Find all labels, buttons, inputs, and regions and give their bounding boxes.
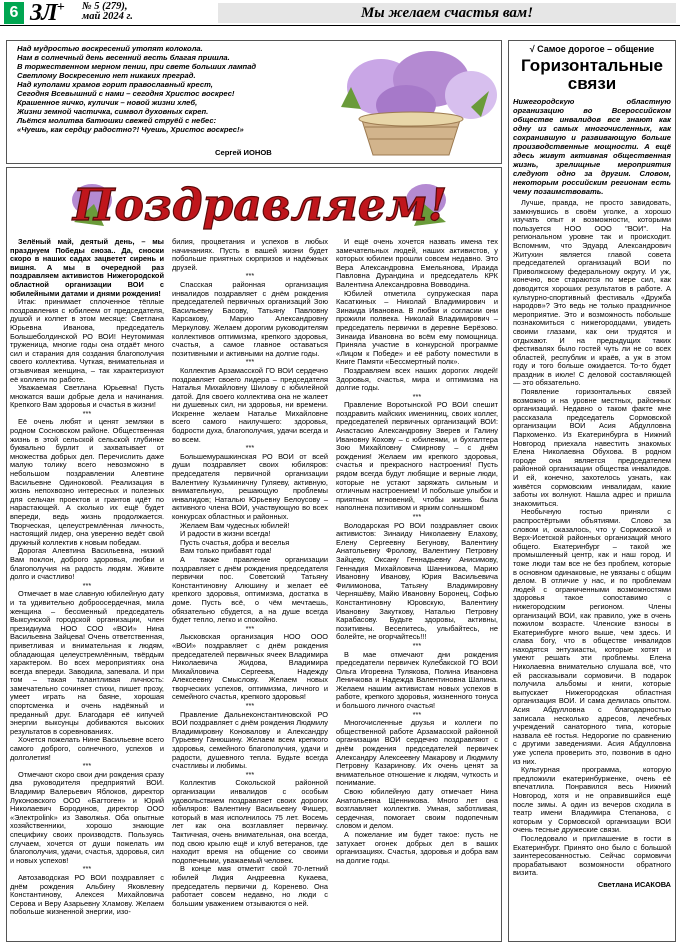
col1-para: Отмечает в мае славную юбилейную дату и та удивительно доброосердечная, мила женщина – бессменный председатель Выксунской городской организации, член президиума НОО СОО «ВОИ» Нина Васильевна Зайцева! Очень ответственная, приветливая и внимательная к людям, обладающая целеустремлённым, твёрдым характером. Во всех мероприятиях она всегда впереди. Заводила, запевала. И при том – такая талантливая личность: замечательно сочиняет стихи, пишет прозу, умеет играть на баяне, хорошая спортсменка и очень надёжный и преданный друг. Благодаря её кипучей энергии выксунцы добиваются высоких результатов в соревнованиях. xyxy=(10,589,164,736)
col2-para: Лысковская организация НОО ООО «ВОИ» поздравляет с днём рождения председателей первичных ячеек Владимира Николаевича Жидова, Владимира Михайловича Сергеева, Надежду Алексеевну Смыслову. Желаем новых творческих успехов, оптимизма, личного и семейного счастья, крепкого здоровья! xyxy=(172,632,328,702)
col2-para: И радости в жизни всегда! xyxy=(180,529,271,539)
poem-lines-para: Светлому Воскресению нет никаких преград. xyxy=(17,71,196,80)
poem-lines-para: Над куполами храмов горит православный крест, xyxy=(17,80,213,89)
side-paras-para: Лучше, правда, не просто завидовать, замкнувшись в своём уголке, а хорошо изучать опыт и возможности, которыми пользуется НОО ООО "ВОИ". На региональном уровне так и происходит. Вспомним, что Эдуард Александрович Житухин является главой совета председателей организаций ВОИ по Приволжскому федеральному округу. И уж, конечно, все стараются по мере сил, как доводится хороших результатов в работе. А культурно-спортивный фестиваль «Дружба народов»? Это ведь не только праздничное мероприятие. Это и возможность побольше познакомиться с нижегородцами, увидеть своими глазами, как они трудятся и отдыхают. И на предыдущих таких фестивалях было гостей чуть ли не со всех областей, республик и краёв, а уж в этом году и того больше ожидается. То-то будет праздник в июле! С деловой составляющей — это обязательно. xyxy=(513,198,671,388)
col2-para: Коллектив Сокольской районной организации инвалидов с особым удовольствием поздравляет своих дорогих юбиляров: Валентину Васильевну Фишер, который в мая исполнилось 75 лет. Восемь лет как она возглавляет первичку. Тактичная, очень внимательная, она всегда, под свою крылю ещё и клуб ветеранов, где находит время на общение со своими подопечными, уважаемый человек. xyxy=(172,778,328,865)
col2-para: *** xyxy=(245,769,255,779)
side-paras-para: Последовало и приглашение в гости в Екатеринбург. Принято оно было с большой заинтересованностью. Сейчас сормовичи прорабатывают возможности обратного визита. xyxy=(513,833,671,878)
col2-para: Пусть счастья, добра и веселья xyxy=(180,537,290,547)
col2-para: Желаем Вам чудесных юбилей! xyxy=(180,520,290,530)
col1-para: Итак: принимает сплоченное тёплые поздравления с юбилеем от председателя, душой и колпет в этом месяце: Светлана Юрьевна Иванова, председатель Большеболдинской РО ВОИ! Неутомимая труженица, многие годы она отдаёт много сил и старания для создания благополучия своего коллектива. Чуткая, внимательная и отзывчивая женщина, – так характеризуют её коллеги по работе. xyxy=(10,297,164,384)
col2-para: Большемурашкинская РО ВОИ от всей души поздравляет своих юбиляров: председателя первичной организации Валентину Кузьминичну Гуляеву, активную, внимательную, решающую проблемы инвалидов; Наталью Юрьевну Белоусову – активного члена ВОИ, участвующую во всех конкурсах областных и районных. xyxy=(172,451,328,521)
col1-para: Уважаемая Светлана Юрьевна! Пусть множатся ваши добрые дела и начинания. Крепкого Вам здоровья и счастья в жизни! xyxy=(10,383,164,410)
poem-lines-para: Нам в солнечный день весенний весть благая пришла. xyxy=(17,53,230,62)
col2-para: Коллектив Арзамасской ГО ВОИ сердечно поздравляет своего лидера – председателя Наталья Михайловну Шилову с юбилейной датой. Для своего коллектива она не жалеет ни душевных сил, ни здоровья, ни времени. Искренне желаем Наталье Михайловне всего самого наилучшего: здоровья, бодрости духа, благополучия, удачи всегда и во всем. xyxy=(172,365,328,444)
col2-para: А также правление организации поздравляет с днём рождения председателя первички пос. Советский Татьяну Константиновну Алюшину и желает её крепкого здоровья, оптимизма, достатка в доме. Пусть всё, о чём мечтаешь, обязательно сбудется, а на душе всегда будет тепло, легко и спокойно. xyxy=(172,554,328,625)
col2-para: *** xyxy=(245,357,255,367)
sidebar-headline: Горизонтальные связи xyxy=(521,56,663,93)
poem-lines-para: Сегодня Всевышний с нами – сегодня Христос воскрес! xyxy=(17,89,235,98)
col1-para: Дорогая Алевтина Васильевна, низкий Вам поклон, доброго здоровья, любви и благополучия на радость людям. Живите долго и счастливо! xyxy=(10,546,164,582)
page-number: 6 xyxy=(4,2,24,24)
column-2 xyxy=(172,238,328,938)
col3-para: В мае отмечают дни рождения председатели первичек Кулебакской ГО ВОИ Ольга Игоревна Тулякова, Полина Ивановна Леничкова и Надежда Валентиновна Шалина. Желаем нашим активистам новых успехов в работе, крепкого здоровья, жизненного тонуса и большого личного счастья! xyxy=(336,649,498,711)
page-header xyxy=(0,0,680,26)
col1-para: Её очень любят и ценят земляки в родном Сосновском районе. Общественная жизнь в этой сельской сельской глубинке буквально бурлит и захватывает от множества добрых дел. Перечислить даже малую толику всего невозможно в небольшом поздравлении Алевтине Васильевне Одиноковой. Реализация в жизнь непохвозно интересных и полезных для сельчан проектов и грантов идёт по нарастающей. А сколько их ещё будет впереди, ведь жизнь продолжается. Творческая, целеустремлённая личность, настоящий лидер, она уверенно ведёт свой дружный коллектив к новым победам. xyxy=(10,417,164,547)
col1-para: *** xyxy=(82,864,92,874)
banner-title: Поздравляем! xyxy=(72,180,448,231)
newspaper-logo: ЗЛ+ xyxy=(30,0,64,26)
col1-para: Отмечают скоро свои дни рождения сразу два руководителя предприятий ВОИ. Владимир Валерьевич Яблоков, директор Луконовского ООО «Багтоген» и Юрий Николаевич Бородинов, директор ООО «Электрolink» из Заволжья. Оба опытные хозяйственники, хорошо знающие специфику своих производств. Пользуясь случаем, хочется от души пожелать им благополучия, удачи, счастья, здоровья, сил и новых успехов! xyxy=(10,769,164,865)
poem-lines-para: Над мудростью воскресений утопят колокола. xyxy=(17,44,203,53)
col1-para: Зелёный май, деятый день, – мы празднуем Победы сноза.. Да, сноски скоро в наших садах зацветет сирень и вишня. А мы в очередной раз поздравляем активистов Нижегородской областной организации ВОИ с юбилейными датами и днями рождения! xyxy=(10,238,164,298)
col3-para: *** xyxy=(412,512,422,521)
col3-para: Поздравляем всех наших дорогих людей! Здоровья, счастья, мира и оптимизма на долгие годы. xyxy=(336,365,498,393)
col3-para: А пожелание им будет такое: пусть не затухает огонек добрых дел в ваших организациях. Счастья, здоровья и добра вам на долгие годы. xyxy=(336,829,498,865)
poem-box xyxy=(6,40,502,164)
poem-lines-para: «Чуешь, как сердцу радостно?! Чуешь, Христос воскрес!» xyxy=(17,125,244,134)
poem-lines-para: Жизни земной частичка, символ духовных скреп. xyxy=(17,107,209,116)
sidebar-kicker: √ Самое дорогое – общение xyxy=(529,44,655,54)
side-paras-para: Культурная программа, которую предложили екатеринбурженке, очень её впечатлила. Понравился весь Нижний Новгород, хотя и не оправившийся ещё после зимы. А один из вечеров сходила в театр имени Владимира Степанова, с которым у Сормовской организации ВОИ очень тесные дружеские связи. xyxy=(513,765,671,835)
congratulations-banner xyxy=(70,170,450,236)
col3-para: *** xyxy=(412,640,422,650)
col2-para: *** xyxy=(245,623,255,633)
poem-lines-para: Льётся молитва батюшки свежей струёй с небес: xyxy=(17,116,217,125)
col1-para: Хочется пожелать Нине Васильевне всего самого доброго, солнечного, успехов и долголетия! xyxy=(10,735,164,762)
col1-para: *** xyxy=(82,761,92,771)
poem-author: Сергей ИОНОВ xyxy=(215,148,272,157)
col1-para: *** xyxy=(82,580,92,590)
poem-lines-para: В торжественном мерном пении, при свете больших лампад xyxy=(17,62,257,71)
col3-para: И ещё очень хочется назвать имена тех замечательных людей, наших активистов, у которых юбилеи прошли совсем недавно. Это Вера Александровна Емельянова, Ираида Павловна Дурандина и председатель КРК Валентина Александровна Вовводина. xyxy=(336,238,498,289)
col3-para: Володарская РО ВОИ поздравляет своих активистов: Зинаиду Николаевну Елахову, Елену Сергеевну Бегунову, Валентину Анатольевну Фролову, Валентину Петровну Зайцеву, Оксану Геннадьевну Анисимову, Геннадия Михайловича Шанникова, Марию Ивановну Иванову, Юрия Васильевича Филимонова, Татьяну Владимировну Черняшёву, Майю Ивановну Боронец, Софью Константиновну Юровскую, Валентину Ивановну Закуткову, Наталью Петровну Карабасову. Будьте здоровы, активны, позитивны. Веселитесь, улыбайтесь, не болейте, не огорчайтесь!!! xyxy=(336,520,498,642)
issue-info: № 5 (279), май 2024 г. xyxy=(82,1,133,22)
poem-lines-para: Крашенное яичко, куличик – новой жизни хлеб, xyxy=(17,98,198,107)
col2-para: *** xyxy=(245,443,255,453)
col3-para: Свою юбилейную дату отмечает Нина Анатольевна Щенникова. Много лет она возглавляет коллектив. Умная, заботливая, сердечная, помогает своим подопечным словом и делом. xyxy=(336,787,498,831)
col2-para: *** xyxy=(245,701,255,711)
col1-para: *** xyxy=(82,408,92,418)
col3-para: *** xyxy=(412,709,422,719)
col2-para: *** xyxy=(245,271,255,281)
column-1 xyxy=(10,238,164,938)
col2-para: Вам только прибавят года! xyxy=(180,546,272,556)
col3-para: Юбилей отметила супружеская пара Касаткиных – Николай Владимирович и Зинаида Ивановна. В любви и согласии они прожили полвека. Николай Владимирович – председатель первички в деревне Берёзово. Зинаида Ивановна во всём ему помощница. Приняла участие в конкурсной программе «Лицом к Победе» и её работу поместили в Книге Памяти «Бессмертный полк». xyxy=(336,288,498,367)
col2-para: В конце мая отметит свой 70-летний юбилей Лидия Андреевна Кукаева, председатель первички д. Коренево. Она работает совсем недавно, но люди с большим уважением отзываются о ней. xyxy=(172,864,328,908)
sidebar-lead: Нижегородскую областную организацию во Всероссийском обществе инвалидов все знают как одну из самых многочисленных, как сохранившую и развивающую больше производственные мощности. А ещё здесь живут активная общественная жизнь, зрелищные мероприятия следуют одно за другим. Словом, некоторым российским регионам есть чему позаимствовать. xyxy=(513,97,671,196)
sidebar-author: Светлана ИСАКОВА xyxy=(597,879,671,889)
col1-para: Автозаводская РО ВОИ поздравляет с днём рождения Альбину Яковлевну Константинову, Алексея Михайловича Серова и Веру Азарьевну Хламову. Желаем побольше жизненной энергии, изо- xyxy=(10,872,164,917)
sidebar-body xyxy=(513,199,671,878)
side-paras-para: Появление горизонтальных связей возможно и на уровне местных, районных организаций. Недавно о таком факте мне рассказала председатель Сормовской организации ВОИ Асия Абдулловна Пархоменко. Из Екатеринбурга в Нижний Новгород приехала навестить знакомых Елена Николаевна Обухова. В родном городе она является председателем районной организации общества инвалидов. И ей, конечно, захотелось узнать, как живётся сормовским инвалидам, какие заботы их волнуют. Нашла адрес и пришла знакомиться. xyxy=(513,387,671,508)
side-paras-para: Необычную гостью приняли с распростёртыми объятиями. Слово за словом и, оказалось, что у Сормовской и Верх-Исетской районных организаций много общего. Екатеринбург – такой же промышленный центр, как и наш город. И тоже люди там все не без проблем, которые в основном одинаковые, не увязаны с общим делом. В отличие у нас, и по проблемам людей с ограниченными возможностями здоровья такое сопоставимо с нижегородским регионом. Члены организаций ВОИ, как правило, уже в очень пожилом возрасте. Членские взносы в Екатеринбурге много выше, чем здесь. И слава богу, что в обществе инвалидов находятся энтузиасты, которые хотят и умеют решать эти проблемы. Елена Николаевна внимательно слушала всё, что ей рассказывали сормовичи. В подарок получила альбомы и книги, которые выпускает Нижегородская областная организация ВОИ. И сама делилась опытом. Асия Абдулловна с благодарностью записала несколько адресов, лечебных учреждений санаторного типа, которые назвала её гостья. Недорогие по сравнению с другими заведениями. Асия Абдулловна уже успела проверить это, позвонив в одно из них. xyxy=(513,507,671,766)
section-rubric: Мы желаем счастья вам! xyxy=(218,3,676,23)
column-3 xyxy=(336,238,498,938)
col2-para: билия, процветания и успехов в любых начинаниях. Пусть в вашей жизни будет побольше приятных сюрпризов и надёжных друзей. xyxy=(172,238,328,272)
col3-para: Многочисленные друзья и коллеги по общественной работе Арзамасской районной организации ВОИ сердечно поздравляют с днём рождения председателей первичек Александру Алексеевну Макарову и Людмилу Петровну Казаринову. Их очень ценят за внимательное отношение к людям, чуткость и понимание. xyxy=(336,718,498,788)
col3-para: Правление Воротынской РО ВОИ спешит поздравить майских именинниц, своих коллег, председателей первичных организаций ВОИ: Анастасию Александровну Зверев и Галину Ивановну Кохову – с юбилеями, и бухгалтера Зою Михайловну Смирнову – с днём рождения! Желаем им крепкого здоровья, счастья и прекрасного настроения! Пусть рядом всегда будут любящие и верные люди, которые не устают заряжать сильным и отличным настроением! И побольше улыбок и приятных мгновений, чтобы жизнь была наполнена позитивом и ярким солнышком! xyxy=(336,400,498,513)
col2-para: Спасская районная организация инвалидов поздравляет с днём рождения председателей первичных организаций Зою Васильевну Басову, Татьяну Павловну Карсакову, Марию Александровну Меркулову. Желаем дорогим руководителям коллективов оптимизма, крепкого здоровья, счастья, а самое главное оставаться позитивными и активными на долгие годы. xyxy=(172,279,328,358)
sidebar-article xyxy=(508,40,676,942)
col2-para: Правление Дальнеконстантиновской РО ВОИ поздравляет с днём рождения Людмилу Владимировну Коновалову и Александру Гурьевну Ганюшину. Желаем всем крепкого здоровья, семейного благополучия, удачи и радости, душевного тепла. Будьте всегда счастливы и любимы. xyxy=(172,709,328,771)
col3-para: *** xyxy=(412,391,422,401)
lilac-basket-illustration xyxy=(321,47,499,159)
